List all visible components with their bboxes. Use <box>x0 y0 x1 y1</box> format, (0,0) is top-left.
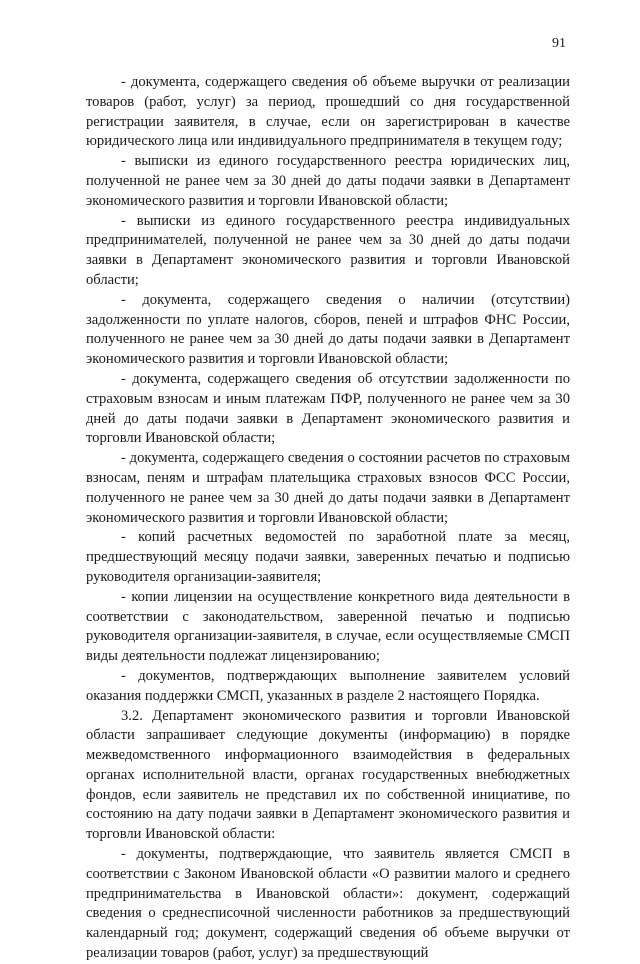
paragraph-tax-debt-document: - документа, содержащего сведения о наличии (отсутствии) задолженности по уплате налогов, сборов, пеней и штрафов ФНС России, полученного не ранее чем за 30 дней до даты подачи заявки в Департамент экономического развития и торговли Ивановской области; <box>86 291 570 368</box>
paragraph-egrip-extract: - выписки из единого государственного реестра индивидуальных предпринимателей, полученной не ранее чем за 30 дней до даты подачи заявки в Департамент экономического развития и торговли Ивановской области; <box>86 212 570 288</box>
paragraph-payroll-copies: - копий расчетных ведомостей по заработной плате за месяц, предшествующий месяцу подачи заявки, заверенных печатью и подписью руководителя организации-заявителя; <box>86 529 570 585</box>
paragraph-pfr-debt-document: - документа, содержащего сведения об отсутствии задолженности по страховым взносам и иным платежам ПФР, полученного не ранее чем за 30 дней до даты подачи заявки в Департамент экономического развития и торговли Ивановской области; <box>86 370 570 447</box>
paragraph-section-3-2: 3.2. Департамент экономического развития и торговли Ивановской области запрашивает следующие документы (информацию) в порядке межведомственного информационного взаимодействия в федеральных органах исполнительной власти, органах государственных внебюджетных фондов, если заявитель не представил их по собственной инициативе, по состоянию на дату подачи заявки в Департамент экономического развития и торговли Ивановской области: <box>86 707 570 843</box>
paragraph-fss-settlement-document: - документа, содержащего сведения о состоянии расчетов по страховым взносам, пеням и штрафам плательщика страховых взносов ФСС России, полученного не ранее чем за 30 дней до даты подачи заявки в Департамент экономического развития и торговли Ивановской области; <box>86 450 570 526</box>
paragraph-egrul-extract: - выписки из единого государственного реестра юридических лиц, полученной не ранее чем за 30 дней до даты подачи заявки в Департамент экономического развития и торговли Ивановской области; <box>86 153 570 209</box>
paragraph-smsp-confirmation: - документы, подтверждающие, что заявитель является СМСП в соответствии с Законом Ивановской области «О развитии малого и среднего предпринимательства в Ивановской области»: документ, содержащий сведения о среднесписочной численности работников за предшествующий календарный год; документ, содержащий сведения об объеме выручки от реализации товаров (работ, услуг) за предшествующий <box>86 846 570 962</box>
paragraph-license-copy: - копии лицензии на осуществление конкретного вида деятельности в соответствии с законодательством, заверенной печатью и подписью руководителя организации-заявителя, в случае, если осуществляемые СМСП виды деятельности подлежат лицензированию; <box>86 588 570 665</box>
paragraph-conditions-documents: - документов, подтверждающих выполнение заявителем условий оказания поддержки СМСП, указанных в разделе 2 настоящего Порядка. <box>86 667 570 704</box>
page-number: 91 <box>552 36 566 51</box>
paragraph-revenue-document: - документа, содержащего сведения об объеме выручки от реализации товаров (работ, услуг) за период, прошедший со дня государственной регистрации заявителя, в случае, если он зарегистрирован в качестве юридического лица или индивидуального предпринимателя в текущем году; <box>86 74 570 150</box>
document-body <box>86 73 570 964</box>
